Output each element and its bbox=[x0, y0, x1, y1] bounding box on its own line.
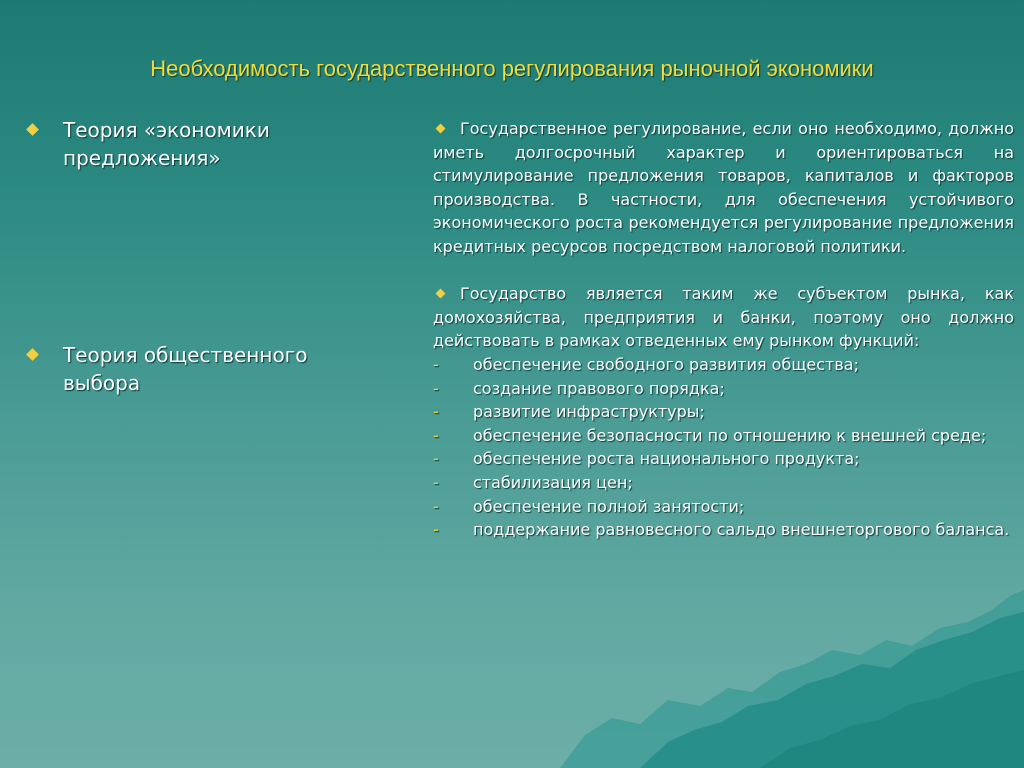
dash-marker: - bbox=[433, 378, 439, 398]
diamond-bullet-icon bbox=[436, 124, 446, 134]
function-text: обеспечение безопасности по отношению к внешней среде; bbox=[473, 425, 987, 445]
spacer bbox=[433, 259, 1014, 283]
dash-marker: - bbox=[433, 520, 439, 540]
slide-title: Необходимость государственного регулирования рыночной экономики bbox=[150, 56, 874, 81]
function-item bbox=[433, 518, 1014, 542]
function-text: поддержание равновесного сальдо внешнеторгового баланса. bbox=[473, 520, 1010, 540]
function-item bbox=[433, 447, 1014, 471]
function-text: создание правового порядка; bbox=[473, 378, 725, 398]
function-text: обеспечение полной занятости; bbox=[473, 496, 745, 516]
paragraph-text: Государство является таким же субъектом рынка, как домохозяйства, предприятия и банки, поэтому оно должно действовать в рамках отведенных ему рынком функций: bbox=[433, 284, 1014, 351]
left-item-label: Теория общественного выбора bbox=[63, 343, 308, 395]
function-item bbox=[433, 495, 1014, 519]
left-item-label: Теория «экономики предложения» bbox=[63, 118, 270, 170]
function-item bbox=[433, 353, 1014, 377]
dash-marker: - bbox=[433, 496, 439, 516]
dash-marker: - bbox=[433, 425, 439, 445]
function-text: обеспечение свободного развития общества; bbox=[473, 354, 859, 374]
dash-marker: - bbox=[433, 472, 439, 492]
paragraph-text: Государственное регулирование, если оно необходимо, должно иметь долгосрочный характер и ориентироваться на стимулирование предложения товаров, капиталов и факторов производства. В частности, для обеспечения устойчивого экономического роста рекомендуется регулирование предложения кредитных ресурсов посредством налоговой политики. bbox=[433, 119, 1014, 256]
dash-marker: - bbox=[433, 354, 439, 374]
diamond-bullet-icon bbox=[26, 348, 39, 361]
function-item bbox=[433, 377, 1014, 401]
function-item bbox=[433, 400, 1014, 424]
right-column bbox=[433, 117, 1014, 542]
diamond-bullet-icon bbox=[26, 123, 39, 136]
function-item bbox=[433, 424, 1014, 448]
diamond-bullet-icon bbox=[436, 289, 446, 299]
function-text: обеспечение роста национального продукта; bbox=[473, 449, 860, 469]
dash-marker: - bbox=[433, 402, 439, 422]
paragraph-supply-regulation bbox=[433, 117, 1014, 259]
function-text: развитие инфраструктуры; bbox=[473, 402, 705, 422]
dash-marker: - bbox=[433, 449, 439, 469]
function-item bbox=[433, 471, 1014, 495]
paragraph-state-role bbox=[433, 282, 1014, 353]
left-item-public-choice bbox=[24, 341, 384, 397]
left-item-supply-theory bbox=[24, 116, 384, 172]
function-text: стабилизация цен; bbox=[473, 472, 633, 492]
